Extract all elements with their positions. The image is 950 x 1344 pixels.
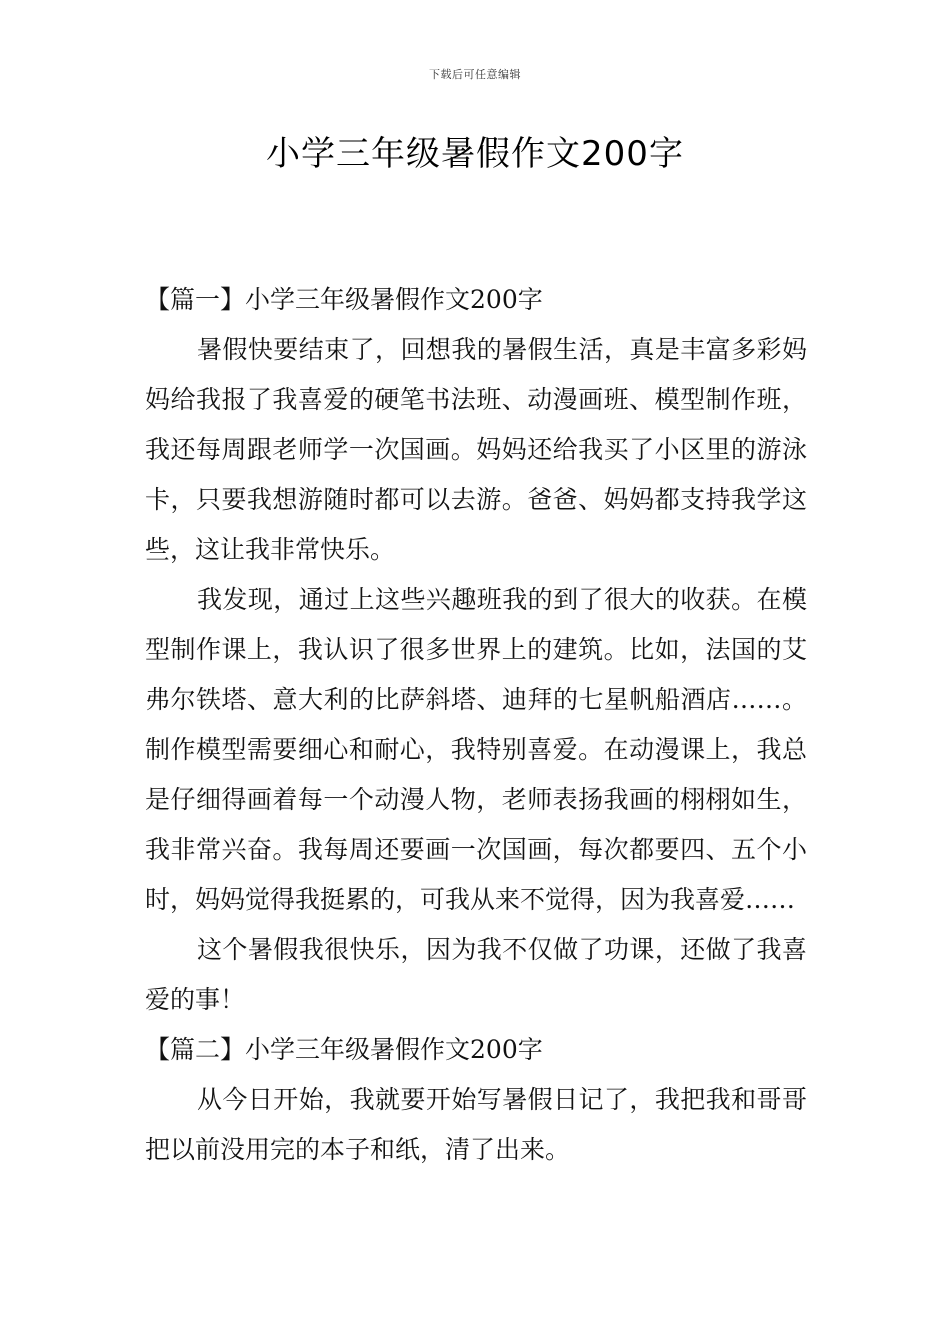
paragraph: 我发现，通过上这些兴趣班我的到了很大的收获。在模型制作课上，我认识了很多世界上的建筑。比如，法国的艾弗尔铁塔、意大利的比萨斜塔、迪拜的七星帆船酒店……。制作模型需要细心和耐心，我特别喜爱。在动漫课上，我总是仔细得画着每一个动漫人物，老师表扬我画的栩栩如生，我非常兴奋。我每周还要画一次国画，每次都要四、五个小时，妈妈觉得我挺累的，可我从来不觉得，因为我喜爱…… xyxy=(145,585,807,914)
paragraph: 暑假快要结束了，回想我的暑假生活，真是丰富多彩妈妈给我报了我喜爱的硬笔书法班、动漫画班、模型制作班，我还每周跟老师学一次国画。妈妈还给我买了小区里的游泳卡，只要我想游随时都可以去游。爸爸、妈妈都支持我学这些，这让我非常快乐。 xyxy=(145,335,807,564)
section-heading-2: 【篇二】小学三年级暑假作文200字 xyxy=(145,1035,543,1064)
section-heading-1: 【篇一】小学三年级暑假作文200字 xyxy=(145,285,543,314)
document-title: 小学三年级暑假作文200字 xyxy=(266,134,684,174)
page-header-note: 下载后可任意编辑 xyxy=(429,68,521,81)
paragraph: 这个暑假我很快乐，因为我不仅做了功课，还做了我喜爱的事！ xyxy=(145,935,807,1014)
document-body xyxy=(145,275,807,1175)
paragraph: 从今日开始，我就要开始写暑假日记了，我把我和哥哥把以前没用完的本子和纸，清了出来。 xyxy=(145,1085,807,1164)
